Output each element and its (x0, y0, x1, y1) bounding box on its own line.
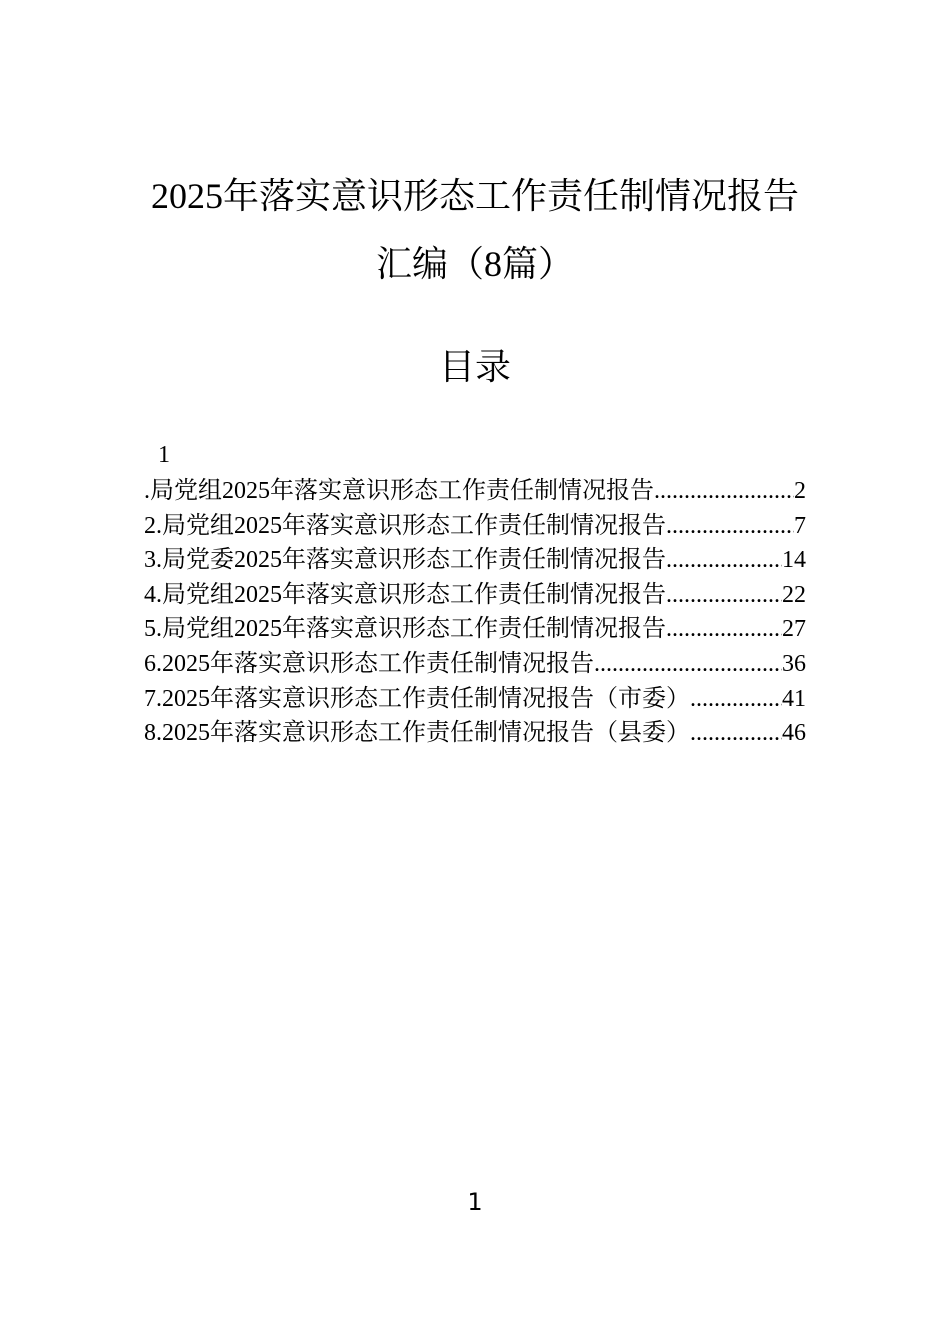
toc-entry-page: 36 (782, 650, 806, 677)
toc-leader-dots (666, 509, 794, 544)
table-of-contents (144, 474, 806, 751)
toc-entry[interactable] (144, 647, 806, 682)
toc-leader-dots (666, 578, 782, 613)
toc-entry[interactable] (144, 682, 806, 717)
toc-first-number: 1 (158, 442, 170, 468)
toc-leader-dots (690, 716, 782, 751)
toc-entry[interactable] (144, 578, 806, 613)
toc-entry-label: 8.2025年落实意识形态工作责任制情况报告（县委） (144, 720, 690, 747)
toc-leader-dots (654, 474, 794, 509)
toc-entry-page: 46 (782, 720, 806, 747)
toc-entry-label: 6.2025年落实意识形态工作责任制情况报告 (144, 650, 594, 677)
document-title-line-1: 2025年落实意识形态工作责任制情况报告 (150, 176, 799, 216)
toc-entry-page: 14 (782, 547, 806, 574)
toc-leader-dots (690, 682, 782, 717)
toc-entry[interactable] (144, 612, 806, 647)
toc-leader-dots (666, 612, 782, 647)
toc-entry-label: 3.局党委2025年落实意识形态工作责任制情况报告 (144, 547, 666, 574)
toc-entry-label: 7.2025年落实意识形态工作责任制情况报告（市委） (144, 685, 690, 712)
toc-entry-label: .局党组2025年落实意识形态工作责任制情况报告 (144, 478, 654, 504)
toc-entry[interactable] (144, 716, 806, 751)
toc-entry[interactable] (144, 509, 806, 544)
toc-leader-dots (666, 543, 782, 578)
toc-entry-page: 22 (782, 581, 806, 608)
toc-entry[interactable] (144, 474, 806, 509)
toc-entry-page: 2 (794, 478, 806, 504)
toc-entry-label: 2.局党组2025年落实意识形态工作责任制情况报告 (144, 512, 666, 539)
toc-entry-label: 4.局党组2025年落实意识形态工作责任制情况报告 (144, 581, 666, 608)
toc-entry-page: 41 (782, 685, 806, 712)
toc-heading: 目录 (438, 347, 511, 388)
toc-entry-page: 27 (782, 616, 806, 643)
toc-leader-dots (594, 647, 782, 682)
document-title-line-2: 汇编（8篇） (375, 244, 574, 284)
toc-entry-label: 5.局党组2025年落实意识形态工作责任制情况报告 (144, 616, 666, 643)
toc-entry[interactable] (144, 543, 806, 578)
toc-entry-page: 7 (794, 512, 806, 539)
page-number: 1 (467, 1188, 483, 1216)
